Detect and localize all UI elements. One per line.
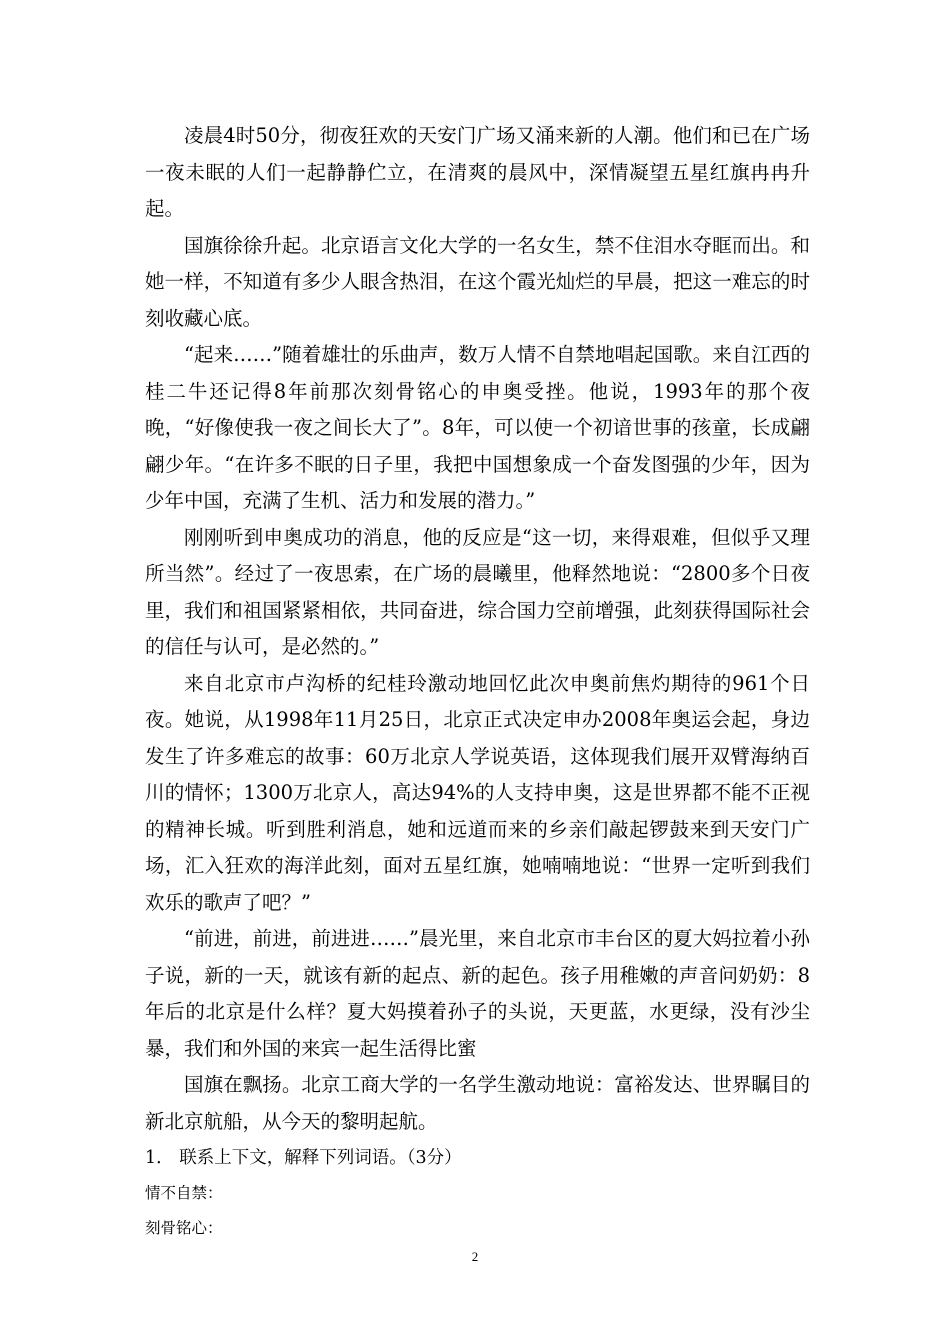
article-body	[145, 118, 810, 1246]
paragraph-6: “前进，前进，前进进……”晨光里，来自北京市丰台区的夏大妈拉着小孙子说，新的一天，就该有新的起点、新的起色。孩子用稚嫩的声音问奶奶：8年后的北京是什么样？夏大妈摸着孙子的头说，天更蓝，水更绿，没有沙尘暴，我们和外国的来宾一起生活得比蜜	[145, 927, 810, 1060]
page-number: 2	[471, 1249, 479, 1264]
answer-label-1: 情不自禁：	[145, 1184, 223, 1202]
paragraph-7: 国旗在飘扬。北京工商大学的一名学生激动地说：富裕发达、世界瞩目的新北京航船，从今天的黎明起航。	[145, 1073, 810, 1133]
question-1: 1． 联系上下文，解释下列词语。（3分）	[145, 1148, 462, 1168]
paragraph-3: “起来……”随着雄壮的乐曲声，数万人情不自禁地唱起国歌。来自江西的桂二牛还记得8年前那次刻骨铭心的申奥受挫。他说，1993年的那个夜晚，“好像使我一夜之间长大了”。8年，可以使一个初谙世事的孩童，长成翩翩少年。“在许多不眠的日子里，我把中国想象成一个奋发图强的少年，因为少年中国，充满了生机、活力和发展的潜力。”	[145, 343, 810, 512]
paragraph-1: 凌晨4时50分，彻夜狂欢的天安门广场又涌来新的人潮。他们和已在广场一夜未眠的人们一起静静伫立，在清爽的晨风中，深情凝望五星红旗冉冉升起。	[145, 124, 810, 220]
paragraph-4: 刚刚听到申奥成功的消息，他的反应是“这一切，来得艰难，但似乎又理所当然”。经过了一夜思索，在广场的晨曦里，他释然地说：“2800多个日夜里，我们和祖国紧紧相依，共同奋进，综合国力空前增强，此刻获得国际社会的信任与认可，是必然的。”	[145, 525, 810, 658]
paragraph-2: 国旗徐徐升起。北京语言文化大学的一名女生，禁不住泪水夺眶而出。和她一样，不知道有多少人眼含热泪，在这个霞光灿烂的早晨，把这一难忘的时刻收藏心底。	[145, 233, 810, 330]
paragraph-5: 来自北京市卢沟桥的纪桂玲激动地回忆此次申奥前焦灼期待的961个日夜。她说，从1998年11月25日，北京正式决定申办2008年奥运会起，身边发生了许多难忘的故事：60万北京人学说英语，这体现我们展开双臂海纳百川的情怀；1300万北京人，高达94%的人支持申奥，这是世界都不能不正视的精神长城。听到胜利消息，她和远道而来的乡亲们敲起锣鼓来到天安门广场，汇入狂欢的海洋此刻，面对五星红旗，她喃喃地说：“世界一定听到我们欢乐的歌声了吧？”	[145, 671, 810, 914]
answer-label-2: 刻骨铭心：	[145, 1219, 223, 1237]
